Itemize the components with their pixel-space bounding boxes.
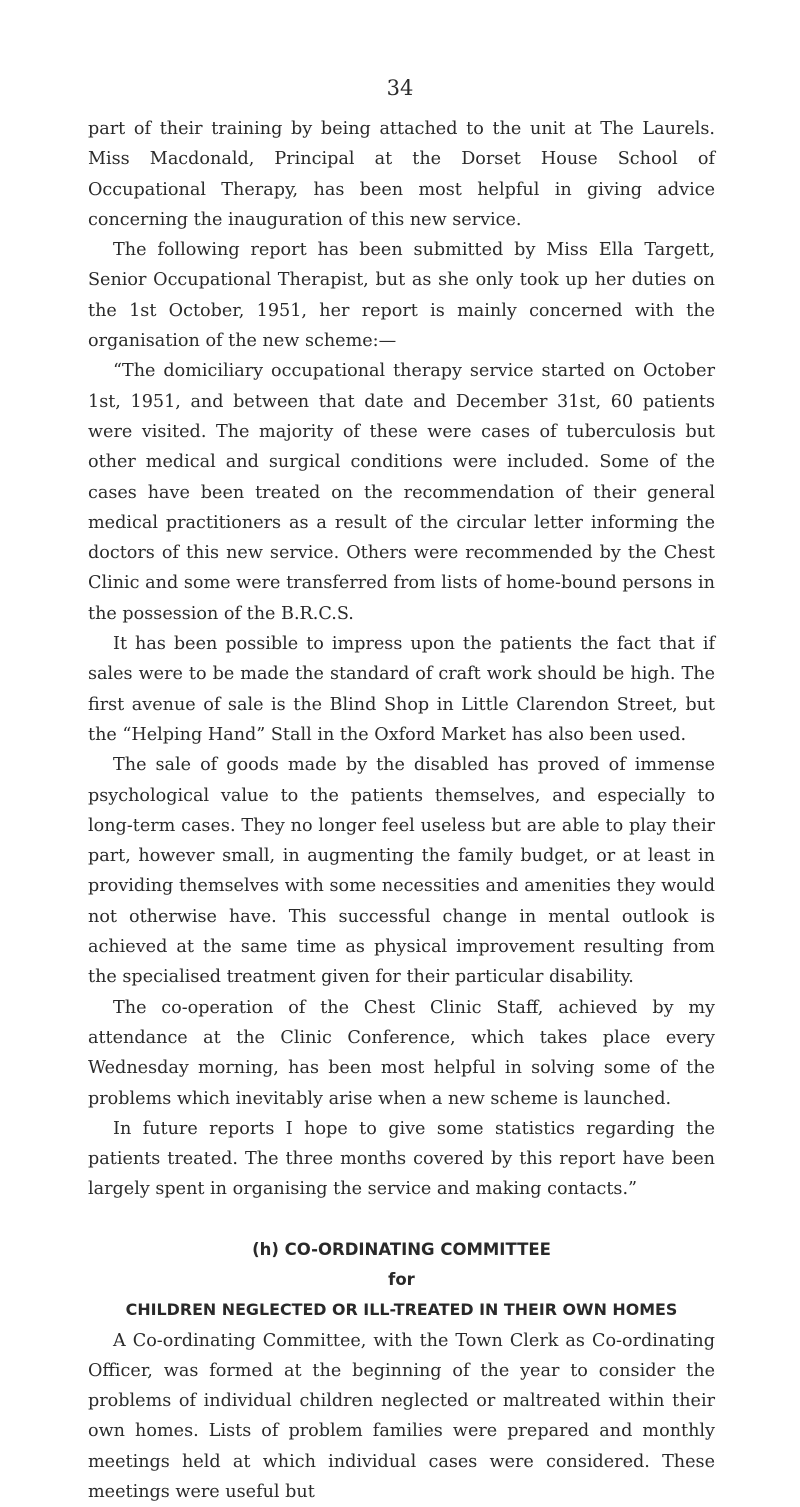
paragraph-committee: A Co-ordinating Committee, with the Town Clerk as Co-ordinating Officer, was formed at the beginning of the year to consider the problems of individual children neglected or maltreated within their own homes. Lists of problem families were prepared and monthly meetings held at which individual cases were considered. These meetings were useful but: [88, 1330, 715, 1503]
paragraph-report-intro: The following report has been submitted by Miss Ella Targett, Senior Occupational Therapist, but as she only took up her duties on the 1st October, 1951, her report is mainly concerned with the organisation of the new scheme:—: [88, 240, 715, 352]
paragraph-report-psychology: The sale of goods made by the disabled has proved of immense psychological value to the patients themselves, and especially to long-term cases. They no longer feel useless but are able to play their part, however small, in augmenting the family budget, or at least in providing themselves with some necessities and amenities they would not otherwise have. This successful change in mental outlook is achieved at the same time as physical improvement resulting from the specialised treatment given for their particular disability.: [88, 755, 715, 988]
section-heading-line3: CHILDREN NEGLECTED OR ILL-TREATED IN THEIR OWN HOMES: [125, 1300, 678, 1320]
section-heading-line2: for: [388, 1269, 415, 1289]
paragraph-continuation: part of their training by being attached to the unit at The Laurels. Miss Macdonald, Principal at the Dorset House School of Occupational Therapy, has been most helpful in giving advice concerning the inauguration of this new service.: [88, 119, 715, 230]
section-heading-line1: (h) CO-ORDINATING COMMITTEE: [252, 1239, 551, 1259]
page-number: 34: [386, 76, 414, 100]
paragraph-report-cooperation: The co-operation of the Chest Clinic Staff, achieved by my attendance at the Clinic Conference, which takes place every Wednesday morning, has been most helpful in solving some of the problems which inevitably arise when a new scheme is launched.: [88, 997, 715, 1109]
paragraph-report-future: In future reports I hope to give some statistics regarding the patients treated. The three months covered by this report have been largely spent in organising the service and making contacts.”: [88, 1118, 715, 1200]
paragraph-report-service: “The domiciliary occupational therapy service started on October 1st, 1951, and between that date and December 31st, 60 patients were visited. The majority of these were cases of tuberculosis but other medical and surgical conditions were included. Some of the cases have been treated on the recommendation of their general medical practitioners as a result of the circular letter informing the doctors of this new service. Others were recommended by the Chest Clinic and some were transferred from lists of home-bound persons in the possession of the B.R.C.S.: [88, 361, 715, 624]
paragraph-report-sales: It has been possible to impress upon the patients the fact that if sales were to be made the standard of craft work should be high. The first avenue of sale is the Blind Shop in Little Clarendon Street, but the “Helping Hand” Stall in the Oxford Market has also been used.: [88, 634, 715, 745]
body-text: [88, 114, 715, 1507]
